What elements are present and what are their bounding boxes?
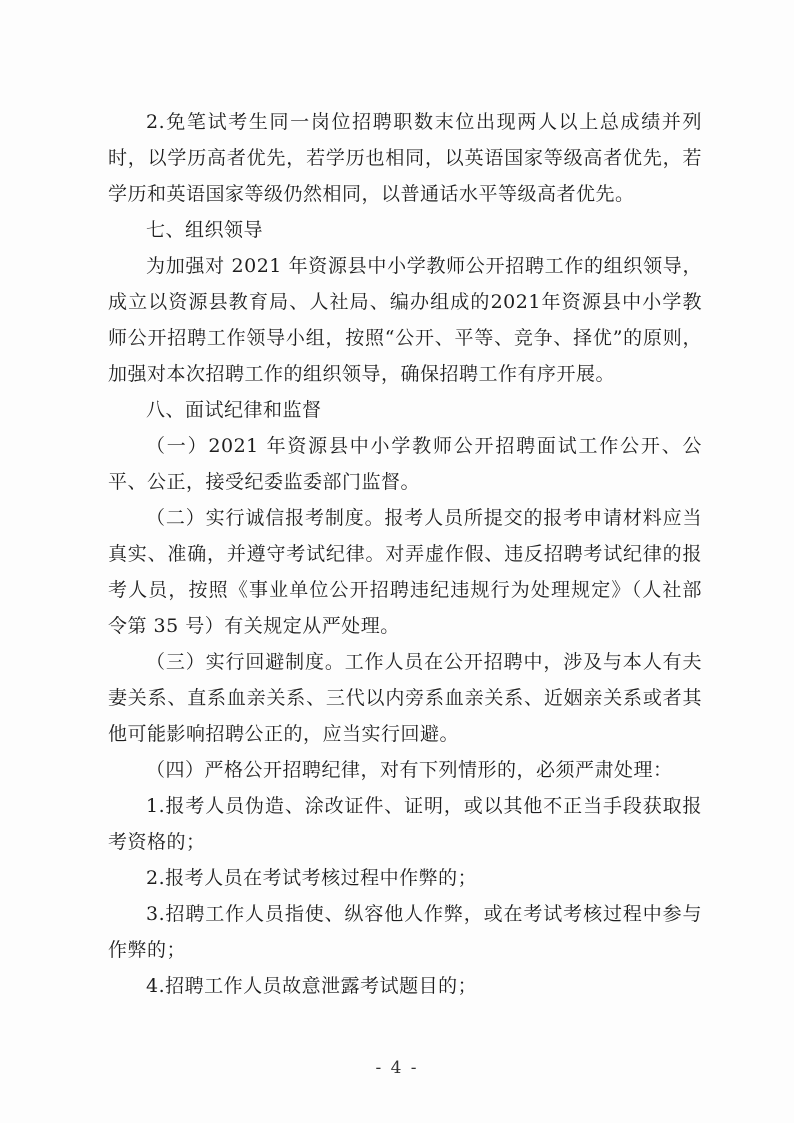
paragraph-leadership-group: 为加强对 2021 年资源县中小学教师公开招聘工作的组织领导，成立以资源县教育局、人社局、编办组成的2021年资源县中小学教师公开招聘工作领导小组，按照“公开、平等、竞争、择优”的原则，加强对本次招聘工作的组织领导，确保招聘工作有序开展。 <box>108 255 702 385</box>
list-item-leak-questions: 4.招聘工作人员故意泄露考试题目的； <box>146 975 478 997</box>
section-heading-discipline: 八、面试纪律和监督 <box>146 399 322 421</box>
section-heading-organization: 七、组织领导 <box>146 219 264 241</box>
list-item-cheating: 2.报考人员在考试考核过程中作弊的； <box>146 867 478 889</box>
list-item-forgery: 1.报考人员伪造、涂改证件、证明，或以其他不正当手段获取报考资格的； <box>108 795 702 853</box>
document-body <box>108 104 702 1004</box>
paragraph-strict-discipline: （四）严格公开招聘纪律，对有下列情形的，必须严肃处理： <box>146 759 673 781</box>
paragraph-recusal: （三）实行回避制度。工作人员在公开招聘中，涉及与本人有夫妻关系、直系血亲关系、三代以内旁系血亲关系、近姻亲关系或者其他可能影响招聘公正的，应当实行回避。 <box>108 651 702 745</box>
page-number: - 4 - <box>375 1058 419 1078</box>
paragraph-supervision: （一）2021 年资源县中小学教师公开招聘面试工作公开、公平、公正，接受纪委监委部门监督。 <box>108 435 702 493</box>
list-item-staff-cheating: 3.招聘工作人员指使、纵容他人作弊，或在考试考核过程中参与作弊的； <box>108 903 702 961</box>
paragraph-tie-break-rule: 2.免笔试考生同一岗位招聘职数末位出现两人以上总成绩并列时，以学历高者优先，若学历也相同，以英语国家等级高者优先，若学历和英语国家等级仍然相同，以普通话水平等级高者优先。 <box>108 111 702 205</box>
paragraph-integrity: （二）实行诚信报考制度。报考人员所提交的报考申请材料应当真实、准确，并遵守考试纪律。对弄虚作假、违反招聘考试纪律的报考人员，按照《事业单位公开招聘违纪违规行为处理规定》（人社部令第 35 号）有关规定从严处理。 <box>108 507 702 637</box>
